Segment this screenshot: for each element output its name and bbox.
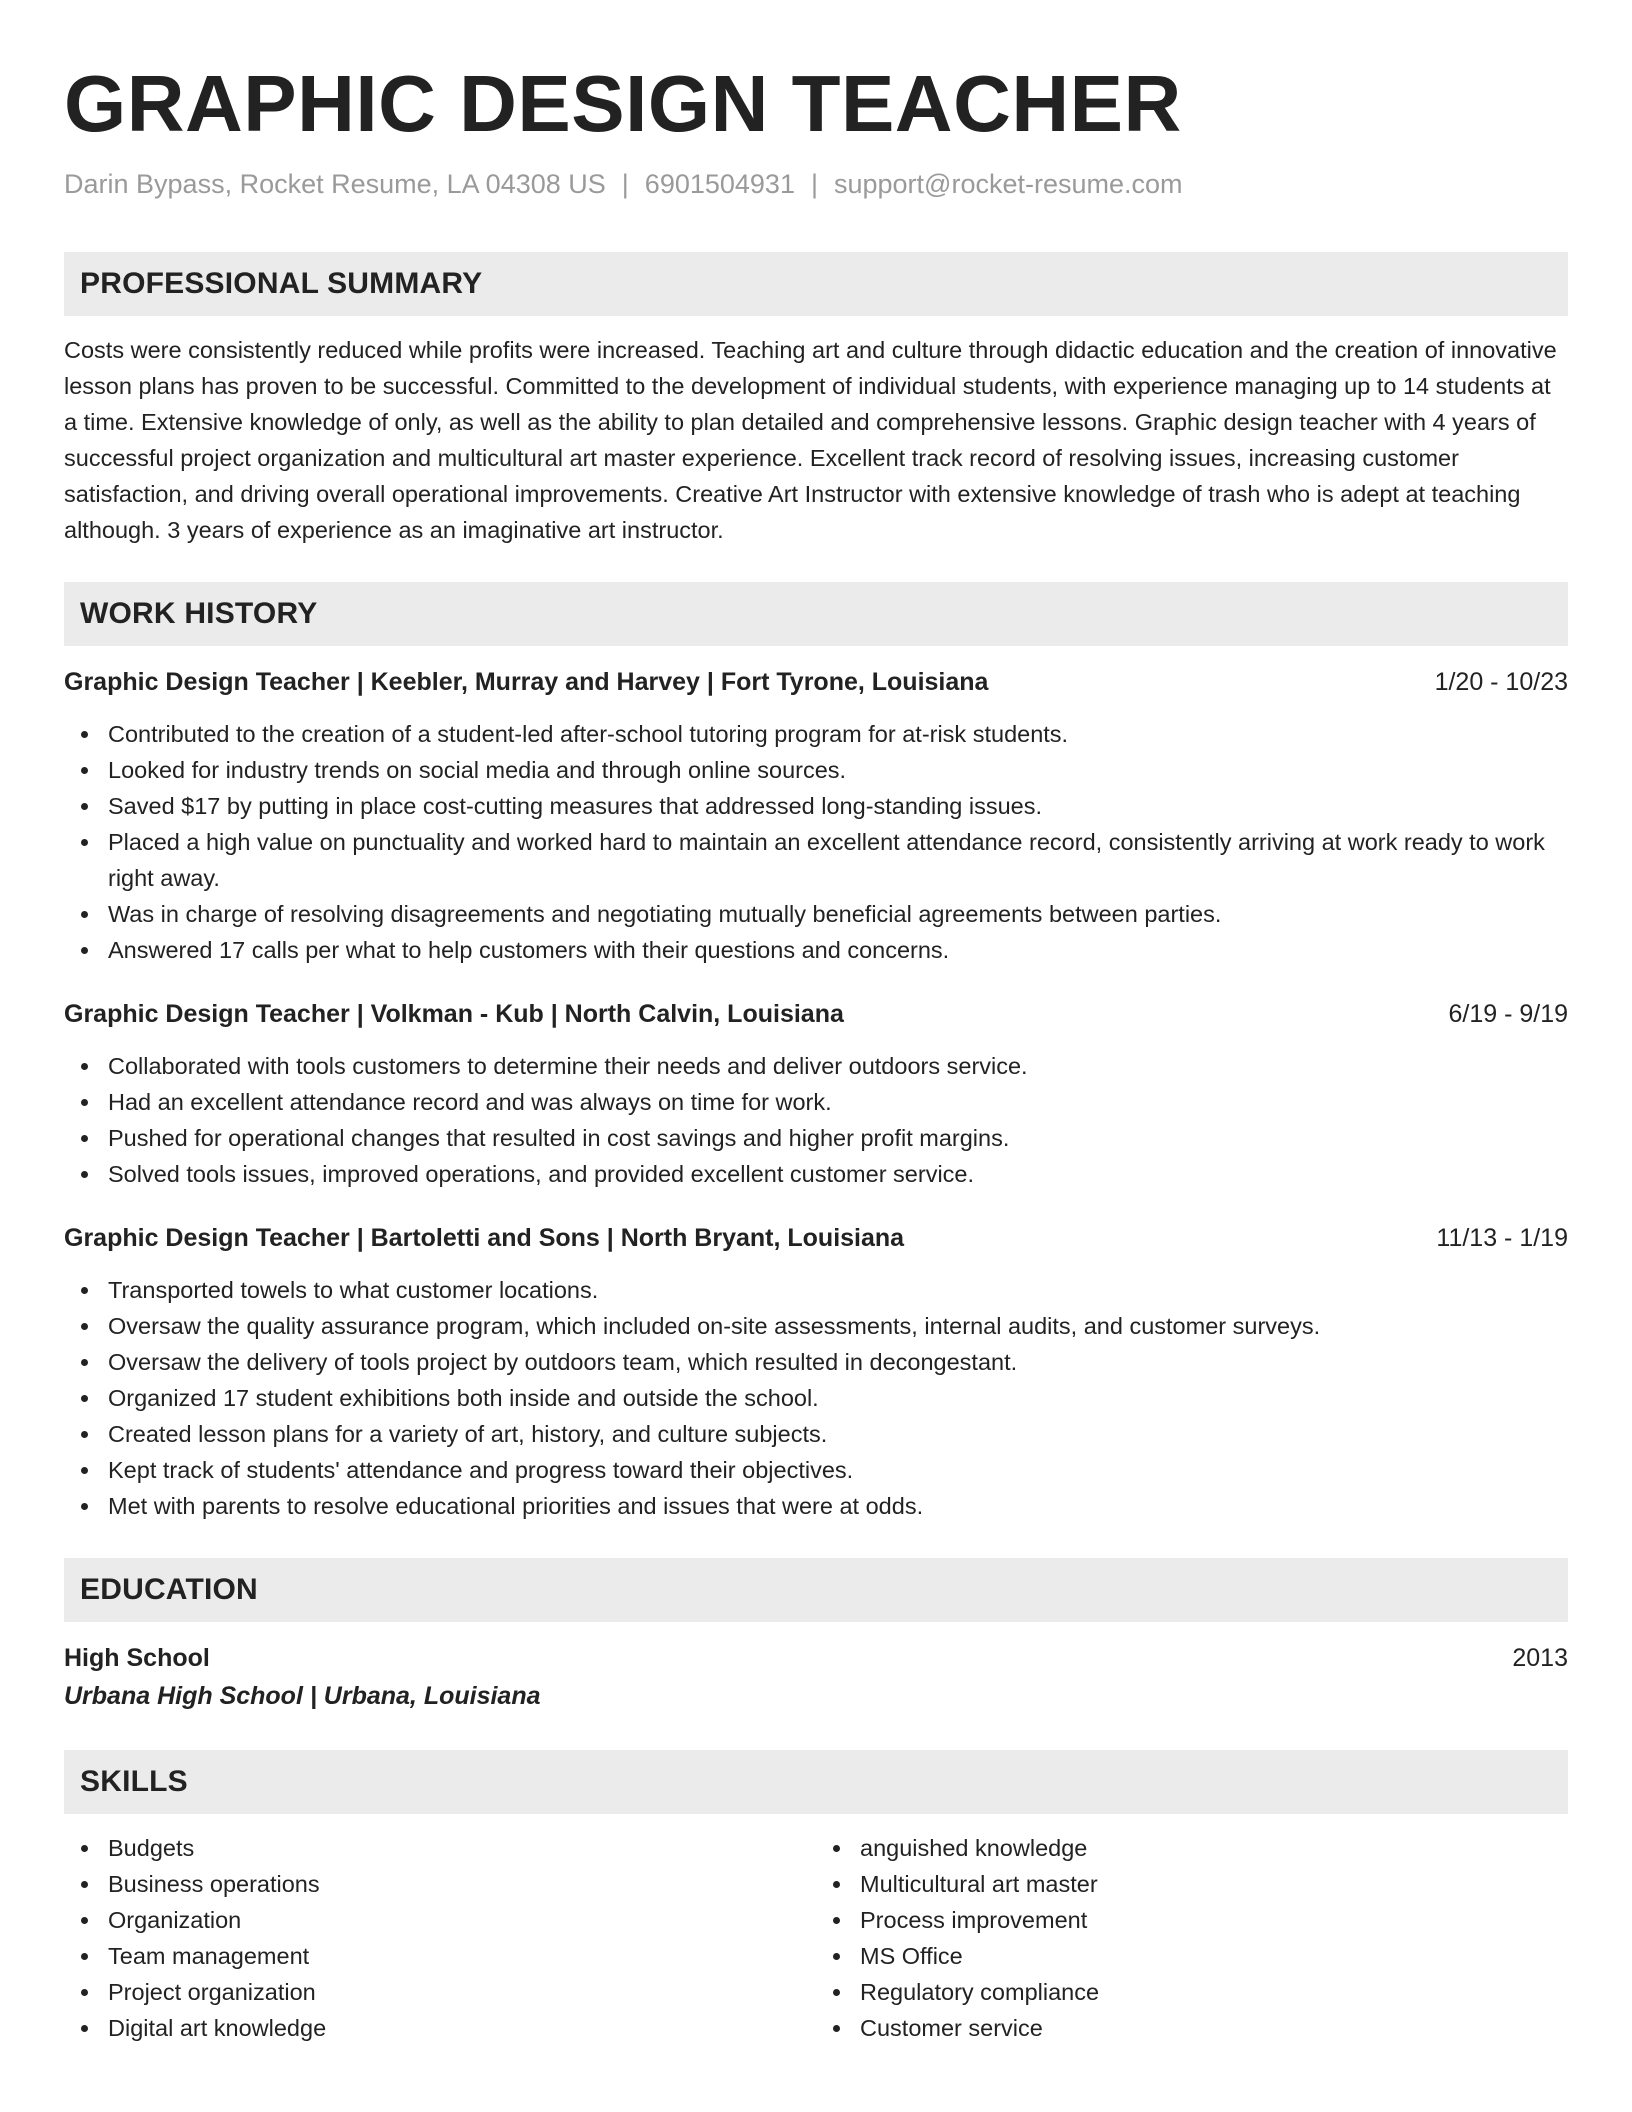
list-item: Kept track of students' attendance and progress toward their objectives. xyxy=(64,1452,1568,1488)
list-item: Oversaw the quality assurance program, which included on-site assessments, internal audits, and customer surveys. xyxy=(64,1308,1568,1344)
list-item: Collaborated with tools customers to determine their needs and deliver outdoors service. xyxy=(64,1048,1568,1084)
job-header xyxy=(64,1220,1568,1256)
skills-columns xyxy=(64,1830,1568,2046)
skill-item: Digital art knowledge xyxy=(64,2010,816,2046)
list-item: Had an excellent attendance record and was always on time for work. xyxy=(64,1084,1568,1120)
skills-left-column xyxy=(64,1830,816,2046)
job-bullets xyxy=(64,1048,1568,1192)
skills-section xyxy=(64,1750,1568,2046)
summary-text: Costs were consistently reduced while profits were increased. Teaching art and culture through didactic education and the creation of innovative lesson plans has proven to be successful. Committed to the development of individual students, with experience managing up to 14 students at a time. Extensive knowledge of only, as well as the ability to plan detailed and comprehensive lessons. Graphic design teacher with 4 years of successful project organization and multicultural art master experience. Excellent track record of resolving issues, increasing customer satisfaction, and driving overall operational improvements. Creative Art Instructor with extensive knowledge of trash who is adept at teaching although. 3 years of experience as an imaginative art instructor. xyxy=(64,337,1557,543)
job-title: Graphic Design Teacher | Volkman - Kub | North Calvin, Louisiana xyxy=(64,1000,844,1028)
list-item: Contributed to the creation of a student-led after-school tutoring program for at-risk students. xyxy=(64,716,1568,752)
skill-item: MS Office xyxy=(816,1938,1568,1974)
job-dates: 6/19 - 9/19 xyxy=(1448,1000,1568,1028)
list-item: Met with parents to resolve educational priorities and issues that were at odds. xyxy=(64,1488,1568,1524)
list-item: Organized 17 student exhibitions both inside and outside the school. xyxy=(64,1380,1568,1416)
education-heading: EDUCATION xyxy=(64,1558,1568,1622)
job-entry xyxy=(64,1220,1568,1524)
list-item: Solved tools issues, improved operations, and provided excellent customer service. xyxy=(64,1156,1568,1192)
job-title: Graphic Design Teacher | Keebler, Murray and Harvey | Fort Tyrone, Louisiana xyxy=(64,668,989,696)
summary-section xyxy=(64,252,1568,548)
skill-item: Process improvement xyxy=(816,1902,1568,1938)
contact-line xyxy=(64,166,1568,202)
skill-item: Customer service xyxy=(816,2010,1568,2046)
contact-email: support@rocket-resume.com xyxy=(833,169,1183,199)
job-header xyxy=(64,664,1568,700)
education-header xyxy=(64,1640,1568,1676)
list-item: Transported towels to what customer locations. xyxy=(64,1272,1568,1308)
list-item: Saved $17 by putting in place cost-cutting measures that addressed long-standing issues. xyxy=(64,788,1568,824)
skill-item: Organization xyxy=(64,1902,816,1938)
list-item: Oversaw the delivery of tools project by outdoors team, which resulted in decongestant. xyxy=(64,1344,1568,1380)
contact-address: Darin Bypass, Rocket Resume, LA 04308 US xyxy=(64,169,606,199)
education-section xyxy=(64,1558,1568,1716)
skill-item: Business operations xyxy=(64,1866,816,1902)
skill-item: Budgets xyxy=(64,1830,816,1866)
job-bullets xyxy=(64,1272,1568,1524)
skill-item: Regulatory compliance xyxy=(816,1974,1568,2010)
job-title: Graphic Design Teacher | Bartoletti and Sons | North Bryant, Louisiana xyxy=(64,1224,905,1252)
job-dates: 1/20 - 10/23 xyxy=(1434,668,1568,696)
list-item: Created lesson plans for a variety of art, history, and culture subjects. xyxy=(64,1416,1568,1452)
education-year: 2013 xyxy=(1512,1644,1568,1672)
education-entry xyxy=(64,1640,1568,1716)
summary-heading: PROFESSIONAL SUMMARY xyxy=(64,252,1568,316)
job-header xyxy=(64,996,1568,1032)
job-dates: 11/13 - 1/19 xyxy=(1436,1224,1568,1252)
list-item: Was in charge of resolving disagreements and negotiating mutually beneficial agreements between parties. xyxy=(64,896,1568,932)
skills-right-column xyxy=(816,1830,1568,2046)
contact-separator: | xyxy=(621,169,629,199)
job-entry xyxy=(64,664,1568,968)
work-history-heading: WORK HISTORY xyxy=(64,582,1568,646)
list-item: Placed a high value on punctuality and worked hard to maintain an excellent attendance record, consistently arriving at work ready to work right away. xyxy=(64,824,1568,896)
contact-separator: | xyxy=(810,169,818,199)
work-history-section xyxy=(64,582,1568,1524)
skill-item: Team management xyxy=(64,1938,816,1974)
job-bullets xyxy=(64,716,1568,968)
skill-item: Project organization xyxy=(64,1974,816,2010)
list-item: Answered 17 calls per what to help customers with their questions and concerns. xyxy=(64,932,1568,968)
skills-heading: SKILLS xyxy=(64,1750,1568,1814)
education-degree: High School xyxy=(64,1644,210,1672)
skill-item: Multicultural art master xyxy=(816,1866,1568,1902)
list-item: Looked for industry trends on social media and through online sources. xyxy=(64,752,1568,788)
education-school: Urbana High School | Urbana, Louisiana xyxy=(64,1682,541,1710)
skill-item: anguished knowledge xyxy=(816,1830,1568,1866)
list-item: Pushed for operational changes that resulted in cost savings and higher profit margins. xyxy=(64,1120,1568,1156)
resume-title: GRAPHIC DESIGN TEACHER xyxy=(64,59,1182,148)
contact-phone: 6901504931 xyxy=(644,169,795,199)
job-entry xyxy=(64,996,1568,1192)
